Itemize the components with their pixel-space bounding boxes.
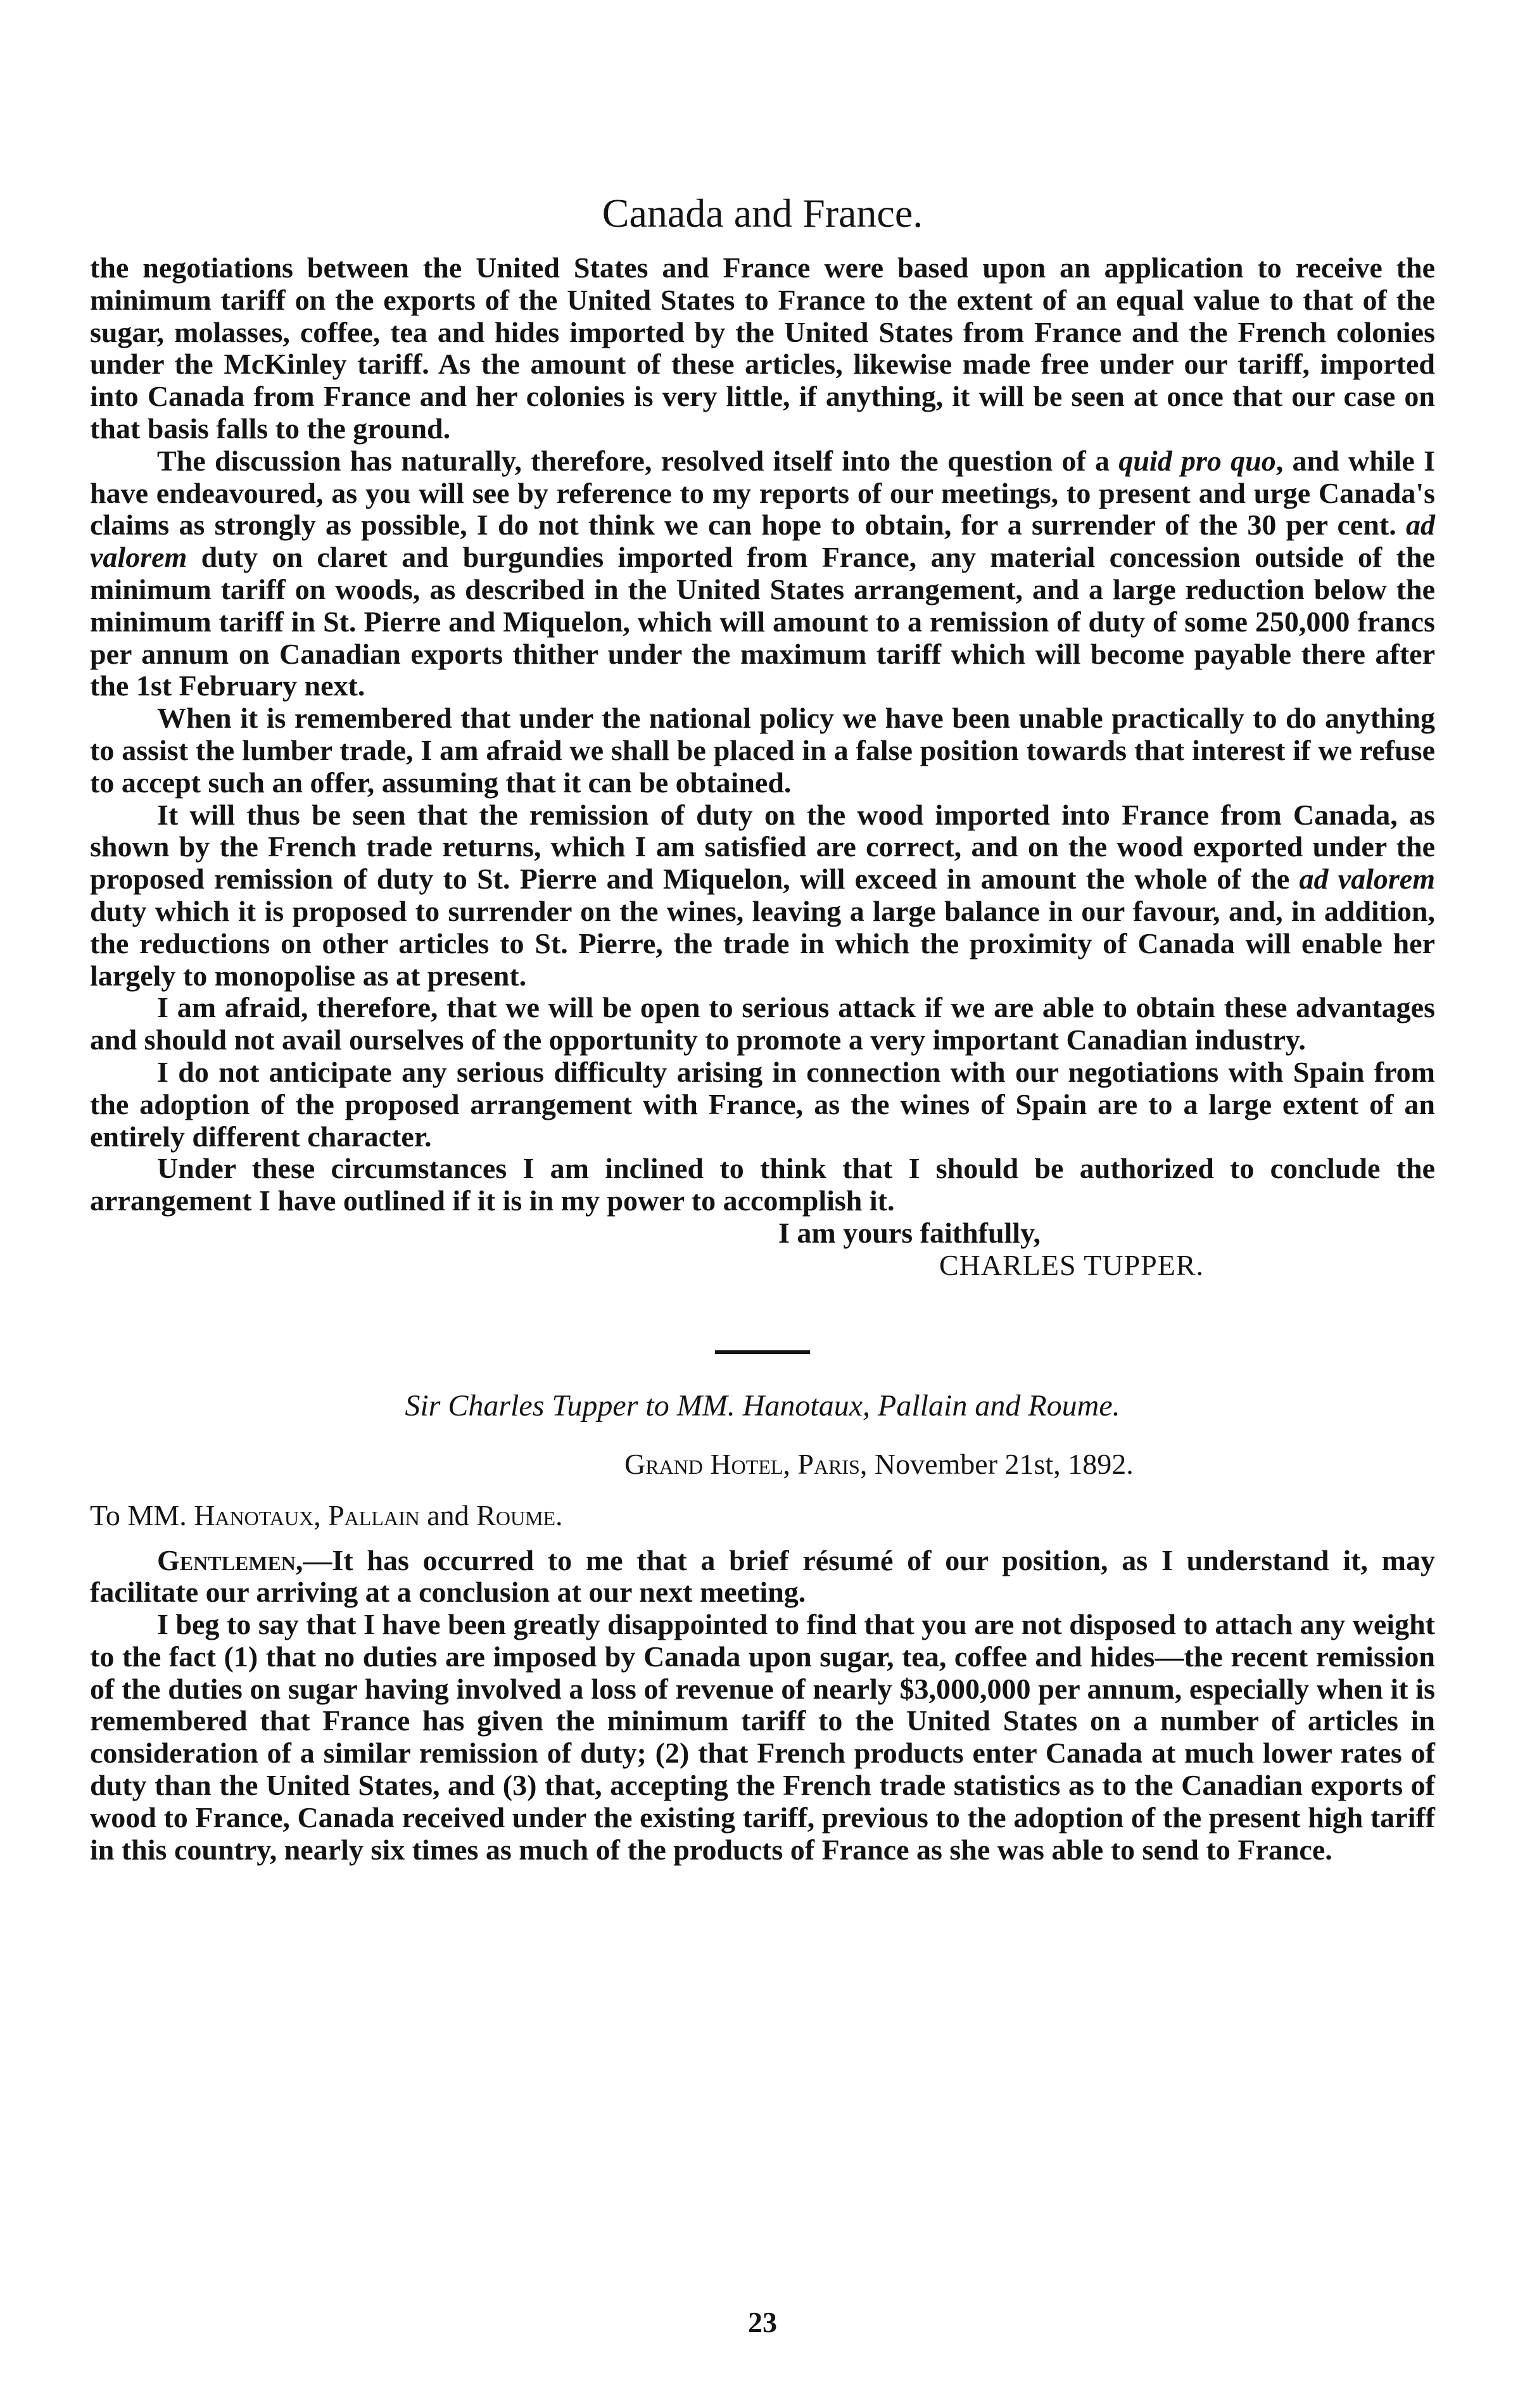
salutation: Gentlemen, bbox=[157, 1543, 303, 1576]
section-divider bbox=[715, 1350, 810, 1354]
addressee-last: Roume. bbox=[476, 1499, 563, 1531]
paragraph-5: I am afraid, therefore, that we will be open to serious attack if we are able to obtain these advantages and should not avail ourselves of the opportunity to promote a very important Canadian industry. bbox=[90, 991, 1435, 1056]
closing-line: I am yours faithfully, bbox=[778, 1216, 1041, 1249]
letter-body bbox=[90, 252, 1435, 1217]
letter-title: Sir Charles Tupper to MM. Hanotaux, Pallain and Roume. bbox=[405, 1388, 1120, 1423]
dateline-place: Grand Hotel, Paris, bbox=[624, 1447, 868, 1480]
addressee-and: and bbox=[427, 1499, 469, 1531]
dateline bbox=[90, 1447, 1435, 1481]
paragraph-6: I do not anticipate any serious difficulty arising in connection with our negotiations with Spain from the adoption of the proposed arrangement with France, as the wines of Spain are to a large extent of an entirely different character. bbox=[90, 1055, 1435, 1153]
letter2-paragraph-1 bbox=[90, 1545, 1435, 1609]
signature: CHARLES TUPPER. bbox=[939, 1248, 1205, 1281]
running-head: Canada and France. bbox=[602, 191, 923, 236]
letter2-paragraph-1-text: —It has occurred to me that a brief résumé of our position, as I understand it, may facilitate our arriving at a conclusion at our next meeting. bbox=[90, 1543, 1435, 1609]
paragraph-1: the negotiations between the United States and France were based upon an application to receive the minimum tariff on the exports of the United States to France to the extent of an equal value to that of the sugar, molasses, coffee, tea and hides imported by the United States from France and the French colonies under the McKinley tariff. As the amount of these articles, likewise made free under our tariff, imported into Canada from France and her colonies is very little, if anything, it will be seen at once that our case on that basis falls to the ground. bbox=[90, 251, 1435, 445]
addressee-prefix: To MM. bbox=[90, 1499, 187, 1531]
paragraph-3: When it is remembered that under the national policy we have been unable practically to do anything to assist the lumber trade, I am afraid we shall be placed in a false position towards that interest if we refuse to accept such an offer, assuming that it can be obtained. bbox=[90, 702, 1435, 799]
document-page bbox=[90, 190, 1435, 1866]
addressee bbox=[90, 1499, 1435, 1532]
letter2-body bbox=[90, 1545, 1435, 1866]
paragraph-2: The discussion has naturally, therefore, resolved itself into the question of a quid pro quo, and while I have endeavoured, as you will see by reference to my reports of our meetings, to present and urge Canada's claims as strongly as possible, I do not think we can hope to obtain, for a surrender of the 30 per cent. ad valorem duty on claret and burgundies imported from France, any material concession outside of the minimum tariff on woods, as described in the United States arrangement, and a large reduction below the minimum tariff in St. Pierre and Miquelon, which will amount to a remission of duty of some 250,000 francs per annum on Canadian exports thither under the maximum tariff which will become payable there after the 1st February next. bbox=[90, 444, 1435, 702]
addressee-names: Hanotaux, Pallain bbox=[194, 1499, 420, 1531]
paragraph-4: It will thus be seen that the remission of duty on the wood imported into France from Canada, as shown by the French trade returns, which I am satisfied are correct, and on the wood exported under the proposed remission of duty to St. Pierre and Miquelon, will exceed in amount the whole of the ad valorem duty which it is proposed to surrender on the wines, leaving a large balance in our favour, and, in addition, the reductions on other articles to St. Pierre, the trade in which the proximity of Canada will enable her largely to monopolise as at present. bbox=[90, 798, 1436, 992]
letter2-paragraph-2: I beg to say that I have been greatly disappointed to find that you are not disposed to attach any weight to the fact (1) that no duties are imposed by Canada upon sugar, tea, coffee and hides—the recent remission of the duties on sugar having involved a loss of revenue of nearly $3,000,000 per annum, especially when it is remembered that France has given the minimum tariff to the United States on a number of articles in consideration of a similar remission of duty; (2) that French products enter Canada at much lower rates of duty than the United States, and (3) that, accepting the French trade statistics as to the Canadian exports of wood to France, Canada received under the existing tariff, previous to the adoption of the present high tariff in this country, nearly six times as much of the products of France as she was able to send to France. bbox=[90, 1608, 1435, 1866]
letter-closing bbox=[90, 1217, 1435, 1282]
paragraph-7: Under these circumstances I am inclined to think that I should be authorized to conclude the arrangement I have outlined if it is in my power to accomplish it. bbox=[90, 1152, 1435, 1217]
dateline-date: November 21st, 1892. bbox=[874, 1447, 1134, 1480]
page-number: 23 bbox=[748, 2306, 777, 2338]
